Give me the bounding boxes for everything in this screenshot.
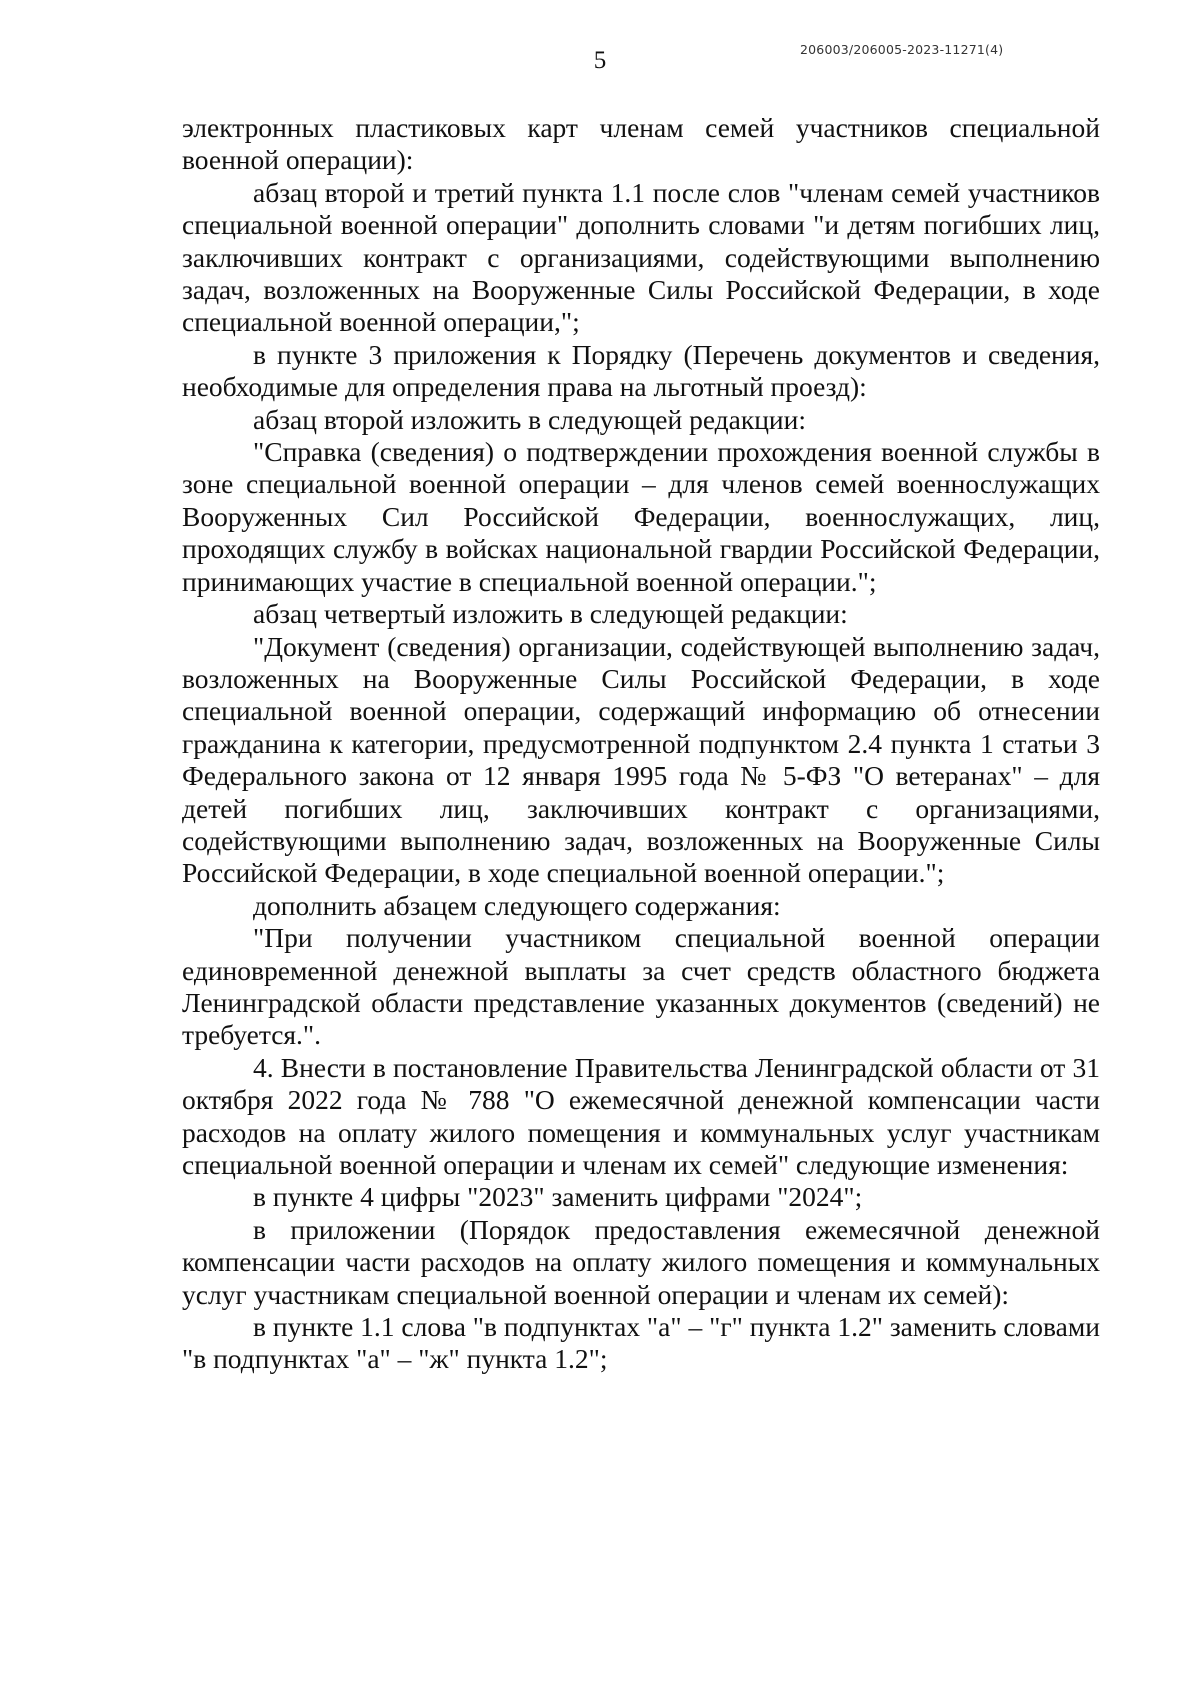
document-number: 206003/206005-2023-11271(4) [800,42,1004,57]
paragraph: в пункте 4 цифры "2023" заменить цифрами "2024"; [253,1181,863,1213]
paragraph: в приложении (Порядок предоставления ежемесячной денежной компенсации части расходов на оплату жилого помещения и коммунальных услуг участникам специальной военной операции и членам их семей): [182,1213,1100,1310]
paragraph: "При получении участником специальной военной операции единовременной денежной выплаты за счет средств областного бюджета Ленинградской области представление указанных документов (сведений) не требуется.". [182,922,1100,1051]
paragraph: абзац второй изложить в следующей редакции: [253,403,807,435]
page-number: 5 [593,47,607,74]
paragraph: абзац четвертый изложить в следующей редакции: [253,598,848,630]
paragraph: электронных пластиковых карт членам семей участников специальной военной операции): [182,112,1100,176]
paragraph: "Справка (сведения) о подтверждении прохождения военной службы в зоне специальной военной операции – для членов семей военнослужащих Вооруженных Сил Российской Федерации, военнослужащих, лиц, проходящих службу в войсках национальной гвардии Российской Федерации, принимающих участие в специальной военной операции."; [182,436,1100,597]
paragraph: "Документ (сведения) организации, содействующей выполнению задач, возложенных на Вооруженные Силы Российской Федерации, в ходе специальной военной операции, содержащий информацию об отнесении гражданина к категории, предусмотренной подпунктом 2.4 пункта 1 статьи 3 Федерального закона от 12 января 1995 года № 5-ФЗ "О ветеранах" – для детей погибших лиц, заключивших контракт с организациями, содействующими выполнению задач, возложенных на Вооруженные Силы Российской Федерации, в ходе специальной военной операции."; [182,630,1100,889]
paragraph: в пункте 1.1 слова "в подпунктах "а" – "г" пункта 1.2" заменить словами "в подпунктах "а" – "ж" пункта 1.2"; [182,1311,1100,1375]
paragraph: 4. Внести в постановление Правительства Ленинградской области от 31 октября 2022 года № 788 "О ежемесячной денежной компенсации части расходов на оплату жилого помещения и коммунальных услуг участникам специальной военной операции и членам их семей" следующие изменения: [182,1051,1100,1180]
paragraph: дополнить абзацем следующего содержания: [253,889,781,921]
document-body [182,112,1100,1376]
paragraph: абзац второй и третий пункта 1.1 после слов "членам семей участников специальной военной операции" дополнить словами "и детям погибших лиц, заключивших контракт с организациями, содействующими выполнению задач, возложенных на Вооруженные Силы Российской Федерации, в ходе специальной военной операции,"; [182,176,1100,338]
paragraph: в пункте 3 приложения к Порядку (Перечень документов и сведения, необходимые для определения права на льготный проезд): [182,338,1100,403]
